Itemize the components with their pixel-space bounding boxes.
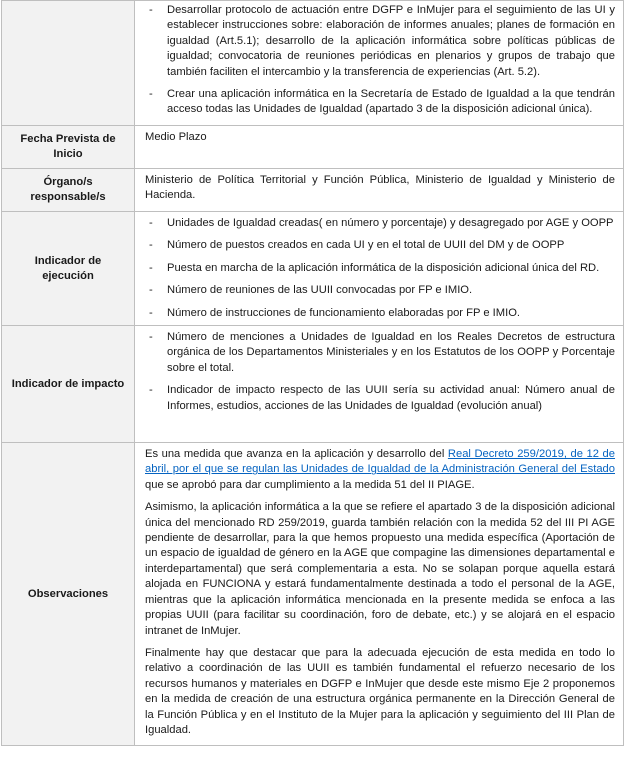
measure-table <box>1 0 624 746</box>
row-value-impacto <box>135 326 624 443</box>
list-item: - Unidades de Igualdad creadas( en número y porcentaje) y desagregado por AGE y OOPP <box>145 216 615 231</box>
row-value-actions <box>135 1 624 126</box>
table-row-observaciones <box>2 443 624 746</box>
list-item: - Crear una aplicación informática en la Secretaría de Estado de Igualdad a la que tendrán acceso todas las Unidades de Igualdad (apartado 3 de la disposición adicional única). <box>145 87 615 118</box>
table-row-actions <box>2 1 624 126</box>
list-item: - Puesta en marcha de la aplicación informática de la disposición adicional única del RD. <box>145 261 615 276</box>
list-item: - Indicador de impacto respecto de las UUII sería su actividad anual: Número anual de Informes, estudios, acciones de las Unidades de Igualdad (evolución anual) <box>145 383 615 414</box>
row-value-ejecucion <box>135 212 624 326</box>
table-row-organo <box>2 169 624 212</box>
row-label-ejecucion: Indicador de ejecución <box>2 212 135 326</box>
row-label-observaciones: Observaciones <box>2 443 135 746</box>
row-label-organo: Órgano/s responsable/s <box>2 169 135 212</box>
row-label-empty <box>2 1 135 126</box>
row-value-observaciones <box>135 443 624 746</box>
table-row-ejecucion <box>2 212 624 326</box>
row-label-impacto: Indicador de impacto <box>2 326 135 443</box>
list-item: - Número de reuniones de las UUII convocadas por FP e IMIO. <box>145 283 615 298</box>
real-decreto-link[interactable]: Real Decreto 259/2019, de 12 de abril, por el que se regulan las Unidades de Igualdad de la Administración General del Estado <box>145 448 616 476</box>
observaciones-paragraph-2: Asimismo, la aplicación informática a la que se refiere el apartado 3 de la disposición adicional única del mencionado RD 259/2019, guarda también relación con la medida 52 del III PI AGE pendiente de desarrollar, para la que hemos propuesto una medida específica (Aportación de un espacio de igualdad de género en la AGE que compagine las dimensiones departamental e interdepartamental) que será complementaria a esta. No se solapan porque aquella estará alojada en FUNCIONA y estará fundamentalmente destinada a todo el personal de la AGE, mientras que la aplicación informática mencionada en la presente medida se enfoca a las propias UUII (para facilitar su coordinación, foro de debate, etc.) y se alojará en el espacio intranet de InMujer. <box>145 501 615 637</box>
list-item: - Número de puestos creados en cada UI y en el total de UUII del DM y de OOPP <box>145 238 615 253</box>
list-item: - Desarrollar protocolo de actuación entre DGFP e InMujer para el seguimiento de las UI y establecer instrucciones sobre: elaboración de informes anuales; planes de formación en igualdad (Art.5.1); desarrollo de la aplicación informática sobre políticas públicas de igualdad; convocatoria de reuniones periódicas en plenarios y grupos de trabajo que también faciliten el intercambio y la transferencia de experiencias (Art. 5.2). <box>145 3 615 80</box>
observaciones-paragraph-1: Es una medida que avanza en la aplicación y desarrollo del Real Decreto 259/2019, de 12 de abril, por el que se regulan las Unidades de Igualdad de la Administración General del Estado que se aprobó para dar cumplimiento a la medida 51 del II PIAGE. <box>145 448 616 491</box>
row-label-fecha: Fecha Prevista de Inicio <box>2 126 135 169</box>
observaciones-paragraph-3: Finalmente hay que destacar que para la adecuada ejecución de esta medida en todo lo relativo a coordinación de las UUII es también fundamental el refuerzo necesario de los recursos humanos y materiales en DGFP e InMujer que desde este mismo Eje 2 proponemos en la medida de creación de una estructura orgánica permanente en la Dirección General de la Función Pública y en el Instituto de la Mujer para la aplicación y seguimiento del III Plan de Igualdad. <box>145 646 615 736</box>
table-row-impacto <box>2 326 624 443</box>
row-value-fecha: Medio Plazo <box>135 126 624 169</box>
row-value-organo: Ministerio de Política Territorial y Función Pública, Ministerio de Igualdad y Ministerio de Hacienda. <box>135 169 624 212</box>
list-item: - Número de menciones a Unidades de Igualdad en los Reales Decretos de estructura orgánica de los Departamentos Ministeriales y en los Estatutos de los OOPP y Porcentaje sobre el total. <box>145 330 615 376</box>
table-row-fecha <box>2 126 624 169</box>
list-item: - Número de instrucciones de funcionamiento elaboradas por FP e IMIO. <box>145 306 615 321</box>
